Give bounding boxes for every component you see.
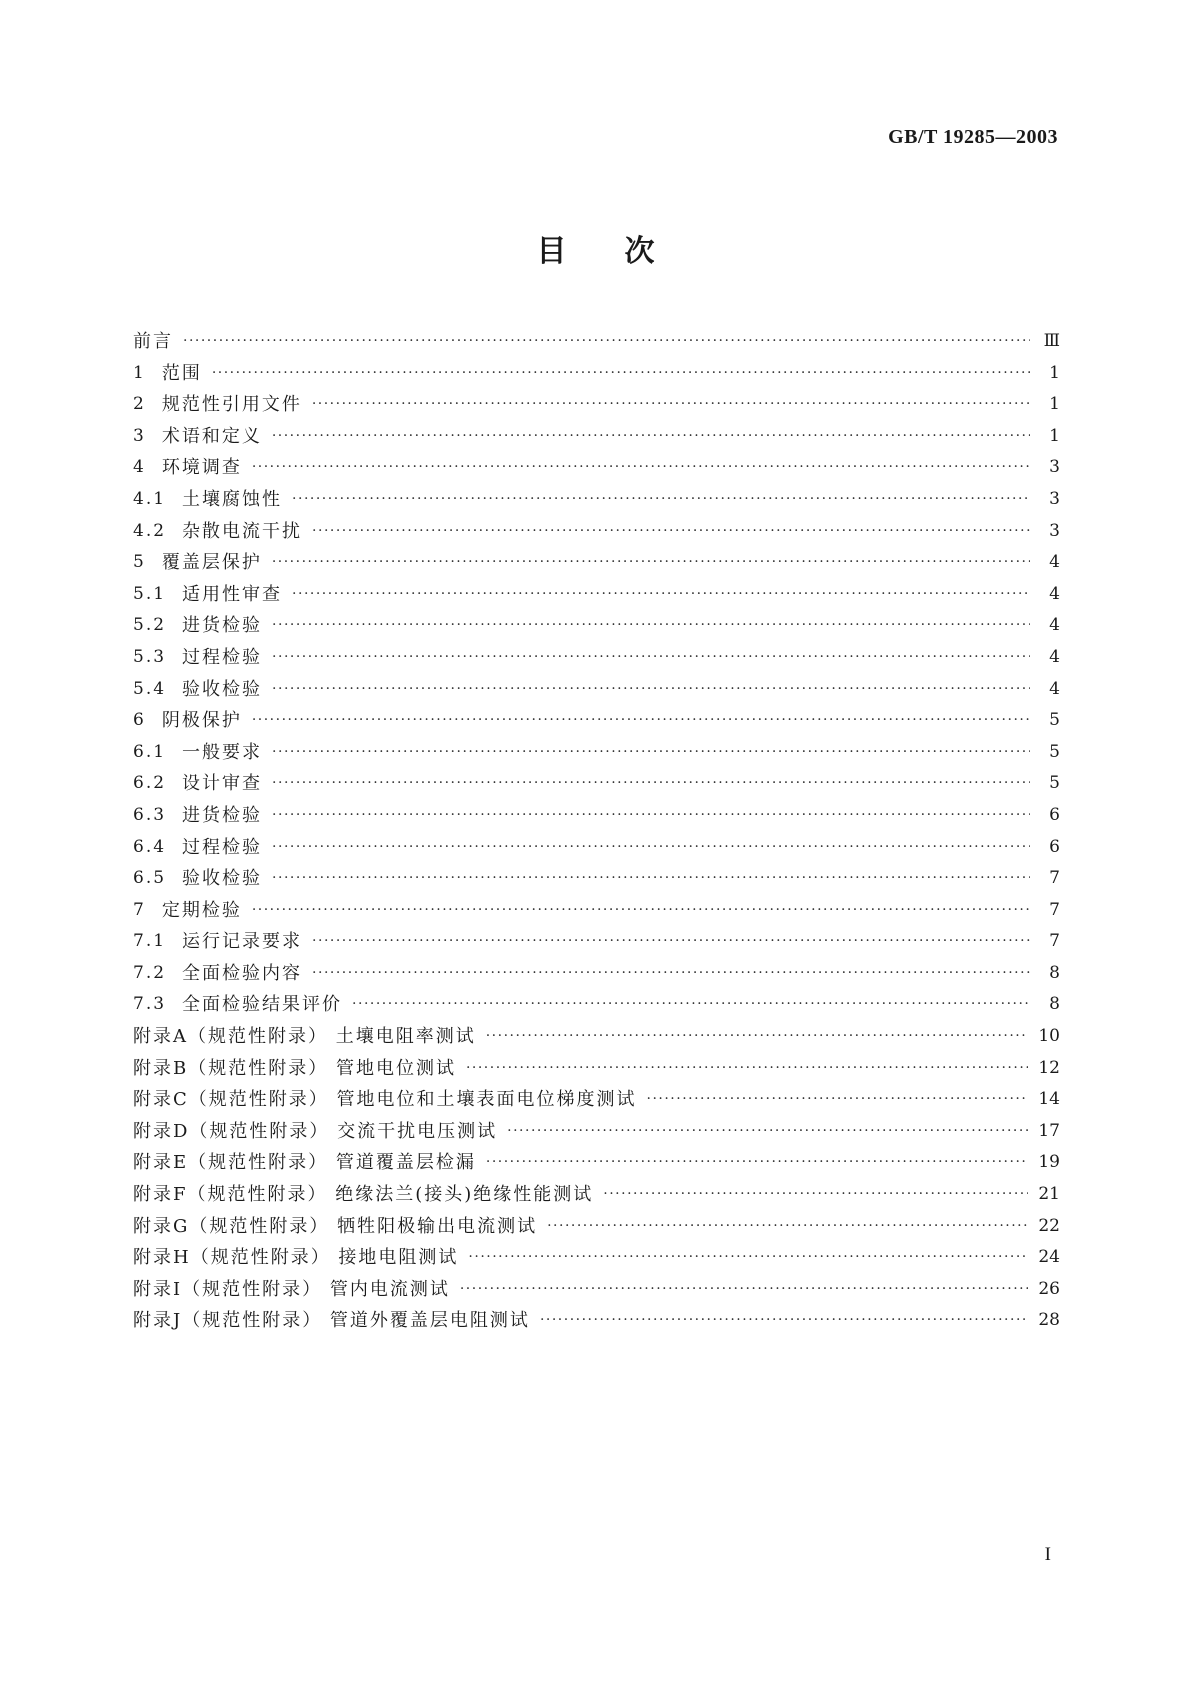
dot-leader: [272, 674, 1030, 706]
toc-entry-label: 附录F（规范性附录） 绝缘法兰(接头)绝缘性能测试: [133, 1184, 594, 1206]
dot-leader: [540, 1305, 1028, 1337]
dot-leader: [272, 610, 1030, 642]
toc-entry[interactable]: [133, 989, 1060, 1021]
dot-leader: [547, 1211, 1028, 1243]
dot-leader: [603, 1179, 1028, 1211]
toc-entry-label: 附录E（规范性附录） 管道覆盖层检漏: [133, 1152, 476, 1174]
toc-entry-page: 1: [1049, 394, 1060, 415]
toc-entry-label: 附录B（规范性附录） 管地电位测试: [133, 1057, 456, 1079]
toc-entry[interactable]: [133, 452, 1060, 484]
toc-entry[interactable]: [133, 832, 1060, 864]
toc-entry-label: 验收检验: [182, 678, 263, 700]
toc-entry-number: 6.2: [133, 773, 167, 794]
toc-entry-number: 7: [133, 899, 146, 920]
toc-entry[interactable]: [133, 895, 1060, 927]
toc-entry-number: 6.1: [133, 741, 167, 762]
page-title: 目次: [536, 234, 713, 269]
dot-leader: [292, 484, 1030, 516]
dot-leader: [272, 421, 1030, 453]
toc-entry[interactable]: [133, 1116, 1060, 1148]
toc-entry-label: 范围: [161, 362, 202, 384]
toc-entry-label: 一般要求: [182, 741, 263, 763]
dot-leader: [272, 737, 1030, 769]
toc-entry-label: 附录C（规范性附录） 管地电位和土壤表面电位梯度测试: [133, 1089, 637, 1111]
toc-entry[interactable]: [133, 421, 1060, 453]
toc-entry-page: 19: [1038, 1152, 1060, 1173]
toc-entry[interactable]: [133, 484, 1060, 516]
dot-leader: [486, 1147, 1028, 1179]
toc-entry-page: 5: [1049, 773, 1060, 794]
toc-entry[interactable]: [133, 358, 1060, 390]
toc-entry[interactable]: [133, 1242, 1060, 1274]
toc-entry-label: 覆盖层保护: [161, 552, 262, 574]
toc-entry-page: 12: [1038, 1057, 1060, 1078]
toc-entry-page: 14: [1038, 1089, 1060, 1110]
dot-leader: [252, 452, 1030, 484]
toc-entry-label: 环境调查: [161, 457, 242, 479]
toc-entry-page: 8: [1049, 994, 1060, 1015]
toc-entry-page: 1: [1049, 362, 1060, 383]
dot-leader: [252, 705, 1030, 737]
dot-leader: [460, 1274, 1029, 1306]
toc-entry-number: 7.3: [133, 994, 167, 1015]
toc-entry-number: 7.2: [133, 962, 167, 983]
toc-entry-label: 附录J（规范性附录） 管道外覆盖层电阻测试: [133, 1310, 530, 1332]
dot-leader: [292, 579, 1030, 611]
toc-entry[interactable]: [133, 800, 1060, 832]
toc-entry[interactable]: [133, 958, 1060, 990]
toc-entry-number: 5.1: [133, 583, 167, 604]
dot-leader: [272, 863, 1030, 895]
dot-leader: [468, 1242, 1028, 1274]
toc-entry-number: 1: [133, 362, 146, 383]
toc-entry[interactable]: [133, 737, 1060, 769]
toc-entry[interactable]: [133, 1021, 1060, 1053]
toc-entry[interactable]: [133, 1147, 1060, 1179]
toc-entry-page: 7: [1049, 868, 1060, 889]
dot-leader: [312, 958, 1030, 990]
toc-entry[interactable]: [133, 768, 1060, 800]
toc-entry[interactable]: [133, 926, 1060, 958]
dot-leader: [212, 358, 1030, 390]
standard-number: GB/T 19285—2003: [888, 126, 1058, 148]
toc-entry-page: 4: [1049, 646, 1060, 667]
toc-entry-label: 前言: [133, 331, 173, 352]
toc-entry-page: 7: [1049, 899, 1060, 920]
toc-entry-page: 3: [1049, 488, 1060, 509]
toc-entry[interactable]: [133, 1211, 1060, 1243]
dot-leader: [507, 1116, 1028, 1148]
toc-entry-label: 运行记录要求: [182, 931, 303, 953]
toc-entry-page: Ⅲ: [1043, 331, 1060, 351]
toc-entry-number: 4.2: [133, 520, 167, 541]
table-of-contents: [133, 326, 1060, 1337]
toc-entry-page: 3: [1049, 520, 1060, 541]
dot-leader: [272, 547, 1030, 579]
toc-entry-page: 3: [1049, 457, 1060, 478]
toc-entry-page: 6: [1049, 836, 1060, 857]
toc-entry-number: 7.1: [133, 931, 167, 952]
toc-entry-page: 4: [1049, 615, 1060, 636]
toc-entry-page: 26: [1038, 1278, 1060, 1299]
toc-entry-label: 规范性引用文件: [161, 394, 302, 416]
page-number: I: [1044, 1544, 1051, 1565]
toc-entry-page: 4: [1049, 583, 1060, 604]
toc-entry-label: 术语和定义: [161, 425, 262, 447]
dot-leader: [486, 1021, 1029, 1053]
toc-entry-label: 附录H（规范性附录） 接地电阻测试: [133, 1247, 459, 1269]
dot-leader: [272, 800, 1030, 832]
dot-leader: [312, 926, 1030, 958]
dot-leader: [183, 326, 1030, 358]
toc-entry-number: 2: [133, 394, 146, 415]
dot-leader: [312, 389, 1030, 421]
toc-entry-label: 全面检验内容: [182, 962, 303, 984]
toc-entry-label: 附录I（规范性附录） 管内电流测试: [133, 1278, 450, 1300]
toc-entry[interactable]: [133, 705, 1060, 737]
toc-entry-page: 10: [1038, 1026, 1060, 1047]
dot-leader: [272, 642, 1030, 674]
toc-entry[interactable]: [133, 1179, 1060, 1211]
toc-entry-page: 8: [1049, 962, 1060, 983]
toc-entry[interactable]: [133, 579, 1060, 611]
toc-entry-number: 3: [133, 425, 146, 446]
toc-entry-page: 5: [1049, 710, 1060, 731]
toc-entry-label: 适用性审查: [182, 583, 283, 605]
toc-entry-number: 6: [133, 710, 146, 731]
toc-entry-page: 1: [1049, 425, 1060, 446]
toc-entry[interactable]: [133, 389, 1060, 421]
toc-entry-label: 附录A（规范性附录） 土壤电阻率测试: [133, 1026, 476, 1048]
dot-leader: [466, 1053, 1028, 1085]
toc-entry-label: 杂散电流干扰: [182, 520, 303, 542]
dot-leader: [312, 516, 1030, 548]
toc-entry-page: 22: [1038, 1215, 1060, 1236]
toc-entry-page: 7: [1049, 931, 1060, 952]
toc-entry-number: 6.3: [133, 804, 167, 825]
toc-entry-page: 4: [1049, 678, 1060, 699]
toc-entry-page: 4: [1049, 552, 1060, 573]
dot-leader: [252, 895, 1030, 927]
toc-entry-label: 进货检验: [182, 615, 263, 637]
toc-entry-number: 6.5: [133, 868, 167, 889]
toc-entry-label: 土壤腐蚀性: [182, 488, 283, 510]
toc-entry-page: 24: [1038, 1247, 1060, 1268]
toc-entry[interactable]: [133, 326, 1060, 358]
toc-entry[interactable]: [133, 547, 1060, 579]
toc-entry-number: 5: [133, 552, 146, 573]
dot-leader: [272, 768, 1030, 800]
toc-entry[interactable]: [133, 1084, 1060, 1116]
toc-entry[interactable]: [133, 642, 1060, 674]
toc-entry-label: 附录D（规范性附录） 交流干扰电压测试: [133, 1120, 498, 1142]
toc-entry-page: 21: [1038, 1184, 1060, 1205]
toc-entry-page: 28: [1038, 1310, 1060, 1331]
toc-entry-label: 过程检验: [182, 646, 263, 668]
toc-entry[interactable]: [133, 610, 1060, 642]
toc-entry-label: 过程检验: [182, 836, 263, 858]
toc-entry-label: 进货检验: [182, 804, 263, 826]
toc-entry-page: 17: [1038, 1120, 1060, 1141]
dot-leader: [272, 832, 1030, 864]
toc-entry-number: 5.3: [133, 646, 167, 667]
dot-leader: [647, 1084, 1029, 1116]
toc-entry[interactable]: [133, 674, 1060, 706]
toc-entry-number: 4: [133, 457, 146, 478]
toc-entry-number: 5.2: [133, 615, 167, 636]
toc-entry-label: 验收检验: [182, 868, 263, 890]
toc-entry-page: 5: [1049, 741, 1060, 762]
toc-entry-label: 全面检验结果评价: [182, 994, 343, 1016]
toc-entry-page: 6: [1049, 804, 1060, 825]
toc-entry[interactable]: [133, 863, 1060, 895]
toc-entry[interactable]: [133, 1305, 1060, 1337]
toc-entry-number: 6.4: [133, 836, 167, 857]
toc-entry-label: 定期检验: [161, 899, 242, 921]
toc-entry[interactable]: [133, 1053, 1060, 1085]
toc-entry[interactable]: [133, 516, 1060, 548]
toc-entry[interactable]: [133, 1274, 1060, 1306]
toc-entry-label: 附录G（规范性附录） 牺牲阳极输出电流测试: [133, 1215, 538, 1237]
toc-entry-number: 4.1: [133, 488, 167, 509]
toc-entry-label: 阴极保护: [161, 710, 242, 732]
toc-entry-label: 设计审查: [182, 773, 263, 795]
dot-leader: [352, 989, 1030, 1021]
toc-entry-number: 5.4: [133, 678, 167, 699]
